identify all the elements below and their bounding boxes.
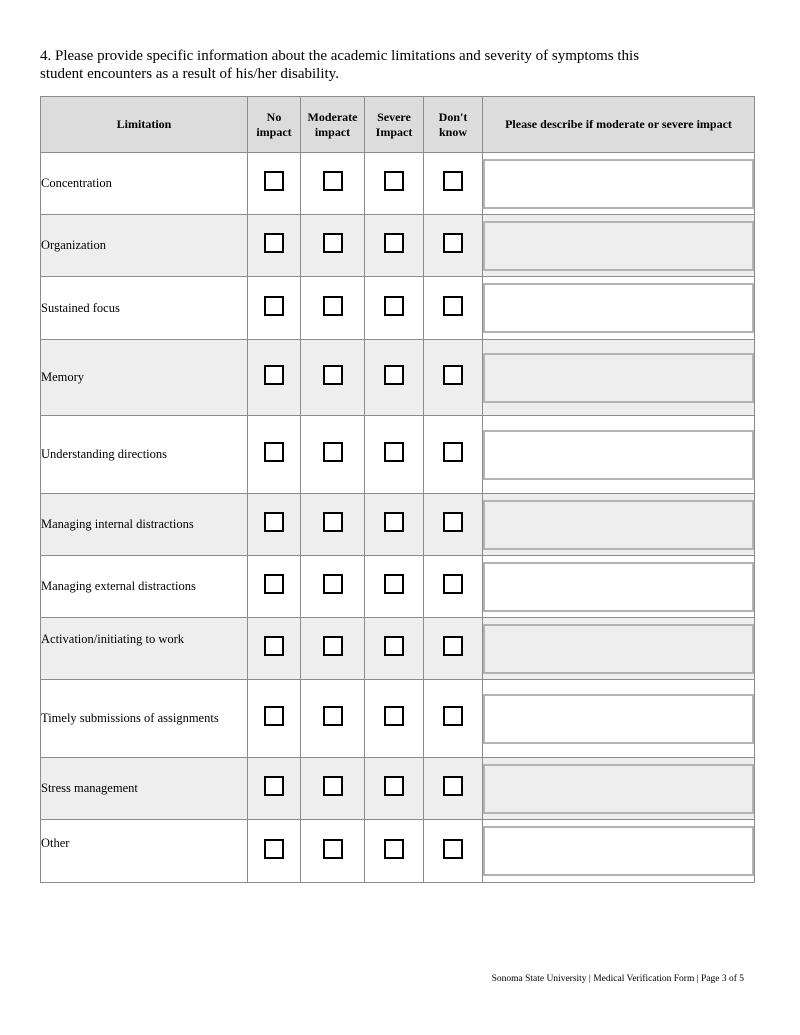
row-label: Sustained focus	[41, 277, 248, 340]
table-row	[41, 758, 755, 820]
description-field[interactable]	[483, 826, 754, 876]
table-row	[41, 215, 755, 277]
checkbox-severe-impact[interactable]	[384, 171, 404, 191]
row-label: Memory	[41, 340, 248, 416]
checkbox-no-impact[interactable]	[264, 233, 284, 253]
checkbox-moderate-impact[interactable]	[323, 233, 343, 253]
checkbox-dont-know[interactable]	[443, 296, 463, 316]
description-field[interactable]	[483, 764, 754, 814]
checkbox-no-impact[interactable]	[264, 776, 284, 796]
checkbox-dont-know[interactable]	[443, 839, 463, 859]
checkbox-moderate-impact[interactable]	[323, 574, 343, 594]
table-row	[41, 618, 755, 680]
row-label: Stress management	[41, 758, 248, 820]
description-field[interactable]	[483, 624, 754, 674]
row-label: Managing internal distractions	[41, 494, 248, 556]
row-label: Timely submissions of assignments	[41, 680, 248, 758]
checkbox-moderate-impact[interactable]	[323, 296, 343, 316]
question-text	[40, 47, 760, 83]
checkbox-moderate-impact[interactable]	[323, 365, 343, 385]
question-line-2: student encounters as a result of his/her disability.	[40, 66, 339, 82]
description-field[interactable]	[483, 430, 754, 480]
checkbox-no-impact[interactable]	[264, 839, 284, 859]
checkbox-dont-know[interactable]	[443, 706, 463, 726]
limitations-table	[40, 96, 755, 883]
row-label: Concentration	[41, 153, 248, 215]
checkbox-dont-know[interactable]	[443, 365, 463, 385]
row-label: Activation/initiating to work	[41, 618, 248, 680]
checkbox-dont-know[interactable]	[443, 171, 463, 191]
table-row	[41, 416, 755, 494]
description-field[interactable]	[483, 159, 754, 209]
header-limitation: Limitation	[41, 97, 248, 153]
question-line-1: 4. Please provide specific information about the academic limitations and severity of symptoms this	[40, 48, 640, 64]
checkbox-severe-impact[interactable]	[384, 636, 404, 656]
checkbox-dont-know[interactable]	[443, 442, 463, 462]
checkbox-dont-know[interactable]	[443, 512, 463, 532]
row-label: Other	[41, 820, 248, 883]
header-dont-know-line-1: Don't	[438, 109, 468, 124]
checkbox-dont-know[interactable]	[443, 776, 463, 796]
checkbox-severe-impact[interactable]	[384, 776, 404, 796]
description-field[interactable]	[483, 694, 754, 744]
checkbox-severe-impact[interactable]	[384, 442, 404, 462]
header-severe-line-1: Severe	[377, 109, 411, 124]
checkbox-no-impact[interactable]	[264, 706, 284, 726]
header-no-impact	[248, 97, 301, 153]
checkbox-moderate-impact[interactable]	[323, 512, 343, 532]
table-header-row	[41, 97, 755, 153]
checkbox-severe-impact[interactable]	[384, 574, 404, 594]
checkbox-dont-know[interactable]	[443, 574, 463, 594]
checkbox-moderate-impact[interactable]	[323, 706, 343, 726]
checkbox-moderate-impact[interactable]	[323, 776, 343, 796]
header-severe-line-2: Impact	[375, 124, 413, 139]
description-field[interactable]	[483, 283, 754, 333]
table-row	[41, 820, 755, 883]
header-no-impact-line-2: impact	[256, 124, 292, 139]
table-row	[41, 680, 755, 758]
header-no-impact-line-1: No	[266, 109, 282, 124]
table-row	[41, 277, 755, 340]
checkbox-moderate-impact[interactable]	[323, 442, 343, 462]
checkbox-dont-know[interactable]	[443, 636, 463, 656]
page-footer: Sonoma State University | Medical Verification Form | Page 3 of 5	[491, 974, 744, 984]
checkbox-severe-impact[interactable]	[384, 296, 404, 316]
row-label: Organization	[41, 215, 248, 277]
checkbox-moderate-impact[interactable]	[323, 636, 343, 656]
header-moderate-line-1: Moderate	[307, 109, 358, 124]
description-field[interactable]	[483, 221, 754, 271]
checkbox-moderate-impact[interactable]	[323, 839, 343, 859]
checkbox-severe-impact[interactable]	[384, 706, 404, 726]
description-field[interactable]	[483, 562, 754, 612]
checkbox-no-impact[interactable]	[264, 512, 284, 532]
table-row	[41, 494, 755, 556]
table-row	[41, 340, 755, 416]
header-moderate-impact	[301, 97, 365, 153]
header-dont-know	[424, 97, 483, 153]
header-dont-know-line-2: know	[438, 124, 467, 139]
header-describe: Please describe if moderate or severe impact	[483, 97, 755, 153]
table-row	[41, 556, 755, 618]
checkbox-no-impact[interactable]	[264, 574, 284, 594]
row-label: Understanding directions	[41, 416, 248, 494]
checkbox-severe-impact[interactable]	[384, 233, 404, 253]
checkbox-no-impact[interactable]	[264, 365, 284, 385]
header-moderate-line-2: impact	[314, 124, 351, 139]
checkbox-severe-impact[interactable]	[384, 512, 404, 532]
checkbox-dont-know[interactable]	[443, 233, 463, 253]
checkbox-moderate-impact[interactable]	[323, 171, 343, 191]
description-field[interactable]	[483, 353, 754, 403]
checkbox-severe-impact[interactable]	[384, 365, 404, 385]
row-label: Managing external distractions	[41, 556, 248, 618]
checkbox-no-impact[interactable]	[264, 296, 284, 316]
checkbox-severe-impact[interactable]	[384, 839, 404, 859]
table-row	[41, 153, 755, 215]
checkbox-no-impact[interactable]	[264, 171, 284, 191]
checkbox-no-impact[interactable]	[264, 442, 284, 462]
checkbox-no-impact[interactable]	[264, 636, 284, 656]
header-severe-impact	[365, 97, 424, 153]
description-field[interactable]	[483, 500, 754, 550]
